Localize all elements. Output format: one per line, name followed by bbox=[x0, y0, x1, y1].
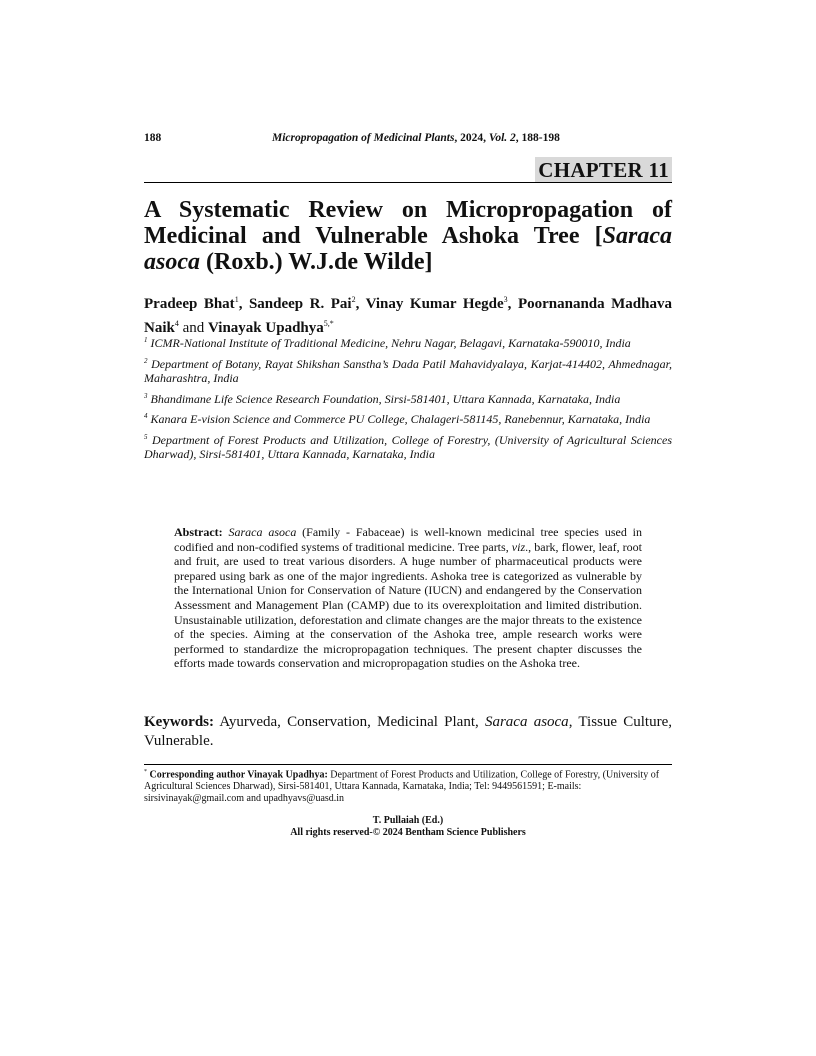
abstract-text-1: (Family - Fabaceae) is well-known medicinal tree species used in codified and non-codified systems of traditional medicine. Tree parts, bbox=[174, 525, 642, 554]
journal-volume: Vol. 2 bbox=[488, 132, 516, 144]
rights-line: All rights reserved-© 2024 Bentham Science Publishers bbox=[290, 827, 526, 838]
author-separator: , bbox=[238, 296, 249, 312]
affiliation-text: Bhandimane Life Science Research Foundation, Sirsi-581401, Uttara Kannada, Karnataka, India bbox=[150, 391, 621, 406]
keywords-text-2: , Tissue Culture, Vulnerable. bbox=[144, 714, 672, 749]
affiliation bbox=[144, 354, 672, 386]
author-affiliation-mark: 4 bbox=[174, 319, 179, 328]
author bbox=[366, 296, 518, 312]
affiliation-text: Department of Forest Products and Utilization, College of Forestry, (University of Agricultural Sciences Dharwad), Sirsi-581401, Uttara Kannada, Karnataka, India bbox=[144, 432, 673, 461]
editor-line: T. Pullaiah (Ed.) bbox=[372, 815, 444, 826]
author-separator: and bbox=[178, 320, 209, 336]
abstract bbox=[174, 525, 642, 671]
corresponding-author-footnote bbox=[144, 766, 672, 805]
abstract-text-2: ., bark, flower, leaf, root and fruit, are used to treat various disorders. A huge number of pharmaceutical products were prepared using bark as one of the major ingredients. Ashoka tree is categorized as vulnerable by the International Union for Conservation of Nature (IUCN) and endangered by the Conservation Assessment and Management Plan (CAMP) due to its overexploitation and limited distribution. Unsustainable utilization, deforestation and climate changes are the major threats to the existence of the species. Aiming at the conservation of the Ashoka tree, ample research works were performed to standardize the micropropagation techniques. The present chapter discusses the efforts made towards conservation and micropropagation studies on the Ashoka tree. bbox=[174, 539, 642, 671]
journal-citation bbox=[272, 132, 560, 144]
page-number: 188 bbox=[144, 132, 162, 144]
affiliation-text: ICMR-National Institute of Traditional Medicine, Nehru Nagar, Belagavi, Karnataka-590010, India bbox=[150, 336, 631, 350]
affiliation-list bbox=[144, 333, 672, 465]
affiliation-text: Department of Botany, Rayat Shikshan Sanstha’s Dada Patil Mahavidyalaya, Karjat-414402, Ahmednagar, Maharashtra, India bbox=[144, 356, 672, 385]
affiliation bbox=[144, 333, 672, 351]
abstract-label: Abstract: bbox=[174, 525, 223, 539]
author-name: Pradeep Bhat bbox=[144, 296, 235, 312]
author-separator: , bbox=[355, 296, 366, 312]
header-rule bbox=[144, 182, 672, 183]
footnote-text: Department of Forest Products and Utilization, College of Forestry, (University of Agricultural Sciences Dharwad), Sirsi-581401, Uttara Kannada, Karnataka, India; Tel: 9449561591; E-mails: sirsivinayak@gmail.com and upadhyavs@uasd.in bbox=[144, 769, 660, 805]
keywords-species: Saraca asoca bbox=[484, 714, 569, 730]
affiliation bbox=[144, 409, 672, 427]
affiliation-mark: 5 bbox=[144, 432, 148, 441]
abstract-species: Saraca asoca bbox=[228, 525, 297, 539]
affiliation-mark: 4 bbox=[144, 412, 148, 420]
author-list bbox=[144, 290, 672, 338]
author-affiliation-mark: 3 bbox=[503, 295, 508, 304]
title-part1: A Systematic Review on Micropropagation of Medicinal and Vulnerable Ashoka Tree [ bbox=[144, 197, 672, 249]
affiliation-mark: 1 bbox=[144, 336, 148, 344]
footnote-label: Corresponding author Vinayak Upadhya: bbox=[149, 769, 328, 781]
title-part2: (Roxb.) W.J.de Wilde] bbox=[200, 249, 433, 275]
footnote-mark: * bbox=[144, 769, 147, 775]
author-affiliation-mark: 5,* bbox=[323, 319, 334, 328]
author-name: Sandeep R. Pai bbox=[248, 296, 352, 312]
footnote-rule bbox=[144, 764, 672, 765]
publisher-credit bbox=[144, 815, 672, 839]
chapter-label-wrap bbox=[535, 158, 672, 183]
journal-title: Micropropagation of Medicinal Plants bbox=[272, 132, 455, 144]
keywords-label: Keywords: bbox=[144, 714, 214, 730]
chapter-title bbox=[144, 197, 672, 275]
author bbox=[249, 296, 366, 312]
author-name: Vinay Kumar Hegde bbox=[365, 296, 504, 312]
author-name: Vinayak Upadhya bbox=[208, 320, 324, 336]
author-affiliation-mark: 1 bbox=[234, 295, 239, 304]
affiliation bbox=[144, 430, 672, 462]
journal-year: , 2024, bbox=[454, 132, 489, 144]
author bbox=[144, 296, 249, 312]
affiliation-mark: 2 bbox=[144, 356, 148, 365]
journal-pages: , 188-198 bbox=[515, 132, 560, 144]
affiliation bbox=[144, 389, 672, 407]
keywords-text-1: Ayurveda, Conservation, Medicinal Plant, bbox=[214, 714, 485, 730]
title-species: Saraca asoca bbox=[144, 223, 672, 275]
author-name: Poornananda Madhava Naik bbox=[144, 296, 672, 336]
author-affiliation-mark: 2 bbox=[351, 295, 356, 304]
keywords bbox=[144, 713, 672, 751]
chapter-label: CHAPTER 11 bbox=[535, 157, 672, 183]
affiliation-mark: 3 bbox=[144, 391, 148, 400]
abstract-viz: viz bbox=[511, 539, 526, 554]
author-separator: , bbox=[507, 296, 518, 312]
affiliation-text: Kanara E-vision Science and Commerce PU College, Chalageri-581145, Ranebennur, Karnataka, India bbox=[150, 412, 651, 426]
